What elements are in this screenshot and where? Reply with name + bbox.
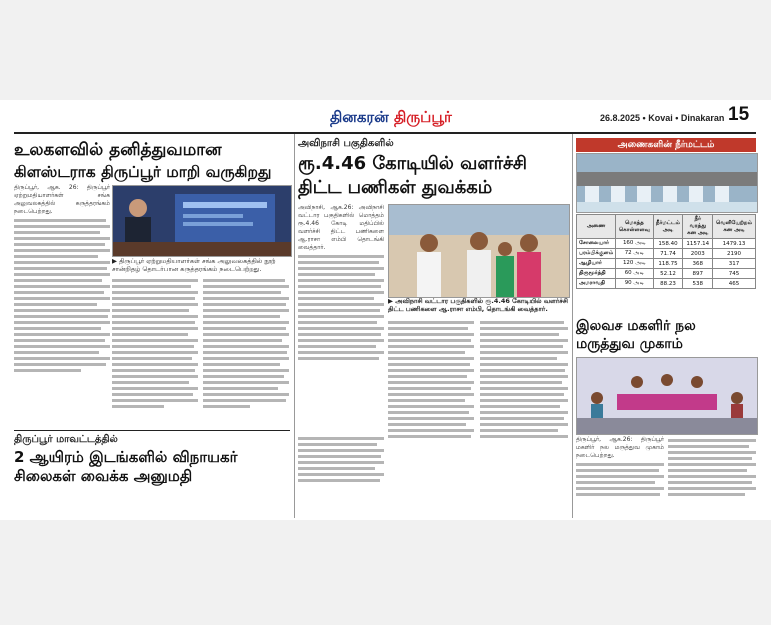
brand-city: திருப்பூர் bbox=[393, 108, 452, 126]
masthead-edition: Kovai bbox=[648, 113, 673, 123]
page-bottom-margin bbox=[0, 520, 771, 625]
dam-table-header-row bbox=[577, 215, 756, 239]
dam-table-cell: 317 bbox=[713, 259, 756, 269]
dam-table-cell: 368 bbox=[683, 259, 713, 269]
dam-table-row bbox=[577, 259, 756, 269]
dam-table-cell: அமராவதி bbox=[577, 279, 616, 289]
dam-table-header-4: வெளியேற்றம் கன அடி bbox=[713, 215, 756, 239]
dam-table-header-2: நீர்மட்டம் அடி bbox=[653, 215, 683, 239]
right-column-1 bbox=[576, 436, 664, 518]
center-column-1-text bbox=[298, 255, 384, 360]
center-headline-2: திட்ட பணிகள் துவக்கம் bbox=[298, 177, 493, 198]
masthead-dateline: 26.8.2025 • Kovai • Dinakaran bbox=[600, 113, 725, 123]
right-headline-1: இலவச மகளிர் நல bbox=[576, 318, 696, 334]
left-headline-2: கிளஸ்டராக திருப்பூர் மாறி வருகிறது bbox=[14, 163, 272, 181]
dam-table-cell: 120 அடி bbox=[616, 259, 653, 269]
health-camp-photo-image bbox=[577, 358, 757, 434]
dam-table-row bbox=[577, 249, 756, 259]
dam-table-wrap bbox=[576, 214, 756, 289]
dam-table-cell: 465 bbox=[713, 279, 756, 289]
center-column-1b bbox=[298, 434, 384, 518]
left-lead: திருப்பூர், ஆக. 26: திருப்பூர் ஏற்றுமதியாளர்கள் சங்க அலுவலகத்தில் கருத்தரங்கம் நடைபெற்றது. bbox=[14, 184, 110, 215]
dam-table-cell: 1479.13 bbox=[713, 239, 756, 249]
dam-table-cell: 60 அடி bbox=[616, 269, 653, 279]
bottom-left-headline: 2 ஆயிரம் இடங்களில் விநாயகர் சிலைகள் வைக்க அனுமதி bbox=[14, 448, 238, 485]
brand-name: தினகரன் bbox=[330, 108, 389, 126]
dam-table-cell: 538 bbox=[683, 279, 713, 289]
center-column-1 bbox=[298, 204, 384, 430]
masthead-paper: Dinakaran bbox=[680, 113, 725, 123]
center-kicker: அவிநாசி பகுதிகளில் bbox=[298, 138, 394, 149]
inauguration-photo-image bbox=[389, 205, 569, 297]
dam-table-cell: 52.12 bbox=[653, 269, 683, 279]
dam-table-cell: 158.40 bbox=[653, 239, 683, 249]
center-lead: அவிநாசி, ஆக.26: அவிநாசி வட்டார பகுதிகளில் மொத்தம் ரூ.4.46 கோடி மதிப்பில் வளர்ச்சி திட்ட பணிகளை ஆ.ராசா எம்பி தொடங்கி வைத்தார். bbox=[298, 204, 384, 251]
dam-table-cell: 118.75 bbox=[653, 259, 683, 269]
column-divider-left bbox=[294, 134, 295, 518]
page-number: 15 bbox=[728, 104, 750, 125]
dam-table-row bbox=[577, 269, 756, 279]
bottom-left-rule bbox=[14, 430, 290, 431]
dam-table-cell: 160 அடி bbox=[616, 239, 653, 249]
center-photo-caption-text: அவிநாசி வட்டார பகுதிகளில் ரூ.4.46 கோடியில் வளர்ச்சி திட்ட பணிகளை ஆ.ராசா எம்பி, தொடங்கி வைத்தார். bbox=[388, 297, 568, 313]
column-divider-right bbox=[572, 134, 573, 518]
dam-table-header-3: நீர் வரத்து கன அடி bbox=[683, 215, 713, 239]
dam-table-cell: திருமூர்த்தி bbox=[577, 269, 616, 279]
right-column-1-text bbox=[576, 463, 664, 496]
right-headline-2: மருத்துவ முகாம் bbox=[576, 336, 683, 352]
dam-table-header-1: மொத்த கொள்ளளவு bbox=[616, 215, 653, 239]
caption-marker-icon-2: ▶ bbox=[388, 297, 396, 305]
right-lead: திருப்பூர், ஆக.26: திருப்பூர் மகளிர் நல மருத்துவ முகாம் நடைபெற்றது. bbox=[576, 436, 664, 459]
center-column-3 bbox=[480, 318, 568, 518]
center-column-2 bbox=[388, 318, 474, 518]
dam-table-cell: ஆழியார் bbox=[577, 259, 616, 269]
dam-table-row bbox=[577, 279, 756, 289]
seminar-photo-image bbox=[113, 186, 291, 256]
center-headline-1: ரூ.4.46 கோடியில் வளர்ச்சி bbox=[298, 153, 528, 174]
masthead-date: 26.8.2025 bbox=[600, 113, 641, 123]
right-story-photo bbox=[576, 357, 758, 435]
dam-photo-image bbox=[577, 154, 757, 212]
dam-table-cell: 2003 bbox=[683, 249, 713, 259]
dam-table-cell: 71.74 bbox=[653, 249, 683, 259]
center-photo-caption bbox=[388, 297, 568, 313]
left-headline-1: உலகளவில் தனித்துவமான bbox=[14, 140, 222, 160]
dam-table-body bbox=[577, 239, 756, 289]
dam-table-title: அணைகளின் நீர்மட்டம் bbox=[576, 138, 756, 152]
left-photo-caption-text: திருப்பூர் ஏற்றுமதியாளர்கள் சங்க அலுவலகத்தில் நூற் சான்றிதழ் தொடர்பான கருத்தரங்கம் நடைபெற்றது. bbox=[112, 257, 276, 273]
center-story-photo bbox=[388, 204, 570, 298]
dam-table-cell: 72 அடி bbox=[616, 249, 653, 259]
dam-level-table bbox=[576, 214, 756, 289]
dam-table-cell: சோலையார் bbox=[577, 239, 616, 249]
bottom-left-kicker: திருப்பூர் மாவட்டத்தில் bbox=[14, 434, 118, 445]
dam-table-cell: 1157.14 bbox=[683, 239, 713, 249]
dam-table-cell: பரம்பிக்குளம் bbox=[577, 249, 616, 259]
masthead-rule bbox=[14, 132, 756, 134]
dam-table-header-0: அணை bbox=[577, 215, 616, 239]
left-photo-caption bbox=[112, 257, 290, 273]
caption-marker-icon: ▶ bbox=[112, 257, 120, 265]
right-column-2 bbox=[668, 436, 756, 518]
dam-table-row bbox=[577, 239, 756, 249]
left-story-photo bbox=[112, 185, 292, 257]
dam-table-cell: 2190 bbox=[713, 249, 756, 259]
dam-table-cell: 745 bbox=[713, 269, 756, 279]
dam-table-cell: 897 bbox=[683, 269, 713, 279]
left-column-1-text bbox=[14, 219, 110, 372]
dam-photo bbox=[576, 153, 758, 213]
dam-table-cell: 90 அடி bbox=[616, 279, 653, 289]
masthead-brand bbox=[330, 108, 452, 128]
dam-table-cell: 88.23 bbox=[653, 279, 683, 289]
